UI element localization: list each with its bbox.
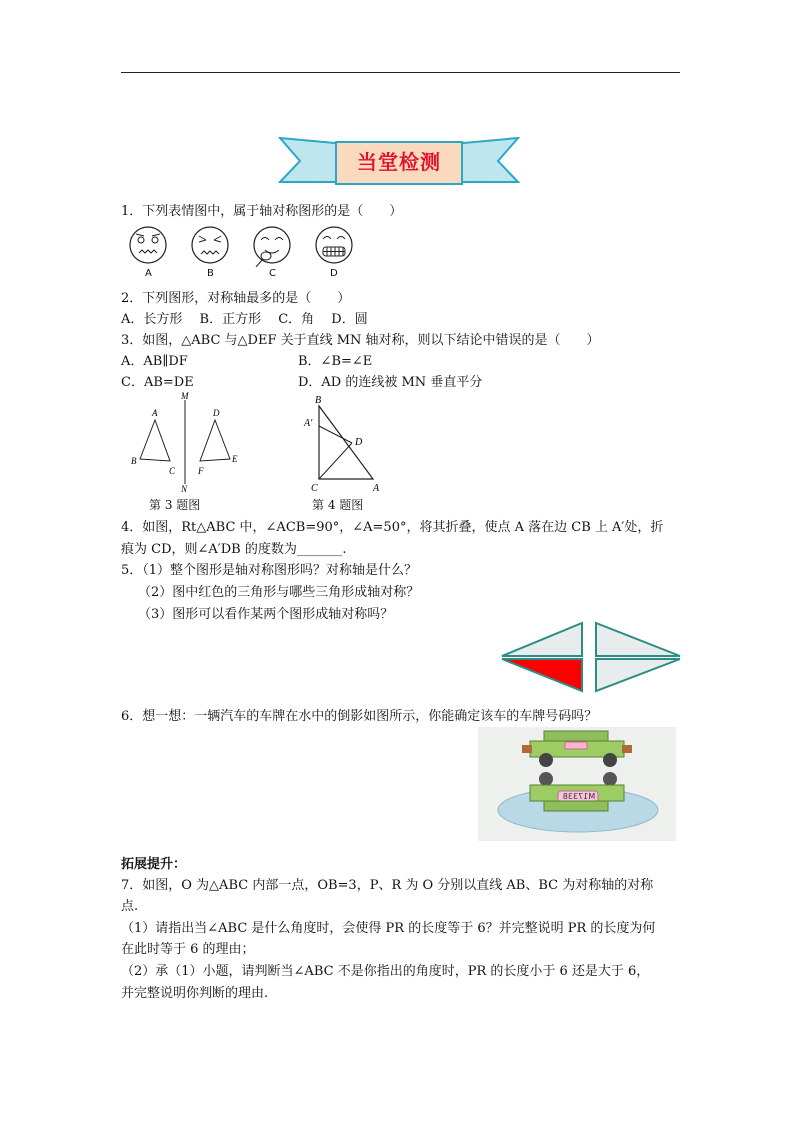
q5-line1: 5．（1）整个图形是轴对称图形吗？对称轴是什么？ xyxy=(121,563,418,578)
q7-part1-line2: 在此时等于 6 的理由； xyxy=(121,942,255,957)
q7-part1-line1: （1）请指出当∠ABC 是什么角度时，会使得 PR 的长度等于 6？并完整说明 PR 的长度为何 xyxy=(121,921,656,936)
q3-option-b: B．∠B=∠E xyxy=(298,354,373,369)
q1-faces xyxy=(126,225,366,267)
fig3-triangle-def xyxy=(200,420,230,461)
top-rule xyxy=(121,72,680,73)
fig3-label-d: D xyxy=(213,408,220,418)
face-d-icon xyxy=(316,227,352,263)
fig4-label-c: C xyxy=(311,483,318,494)
fig3-label-n: N xyxy=(181,484,188,492)
q5-triangle-top-left xyxy=(502,623,582,656)
fig3-diagram xyxy=(128,392,246,492)
q4-line2: 痕为 CD，则∠A′DB 的度数为_______. xyxy=(121,542,347,557)
fig3-label-a: A xyxy=(152,408,158,418)
fig4-triangle-abc xyxy=(319,406,373,479)
fig3-label-b: B xyxy=(131,456,137,466)
fig3-triangle-abc xyxy=(140,420,170,461)
fig3-label-m: M xyxy=(181,392,189,401)
q6-car-reflection-image xyxy=(478,727,676,841)
q4-line1: 4．如图，Rt△ABC 中，∠ACB=90°，∠A=50°，将其折叠，使点 A 落在边 CB 上 A′处，折 xyxy=(121,520,664,535)
fig3-label-c: C xyxy=(169,466,176,476)
q7-line1: 7．如图，O 为△ABC 内部一点，OB=3，P、R 为 O 分别以直线 AB、BC 为对称轴的对称 xyxy=(121,878,654,893)
fig4-caption: 第 4 题图 xyxy=(312,498,364,512)
face-a-icon xyxy=(130,227,166,263)
q6-text: 6．想一想：一辆汽车的车牌在水中的倒影如图所示，你能确定该车的车牌号码吗？ xyxy=(121,709,598,724)
face-b-icon xyxy=(192,227,228,263)
fig3-label-e: E xyxy=(232,454,238,464)
fig4-diagram xyxy=(300,392,390,498)
q2-options: A．长方形 B．正方形 C．角 D．圆 xyxy=(121,312,368,327)
face-label-a: A xyxy=(145,268,152,279)
q3-text: 3．如图，△ABC 与△DEF 关于直线 MN 轴对称，则以下结论中错误的是（ ） xyxy=(121,333,600,348)
extension-heading: 拓展提升： xyxy=(121,857,187,872)
q5-red-triangle xyxy=(502,659,582,691)
reflected-plate-text: M17338 xyxy=(562,792,596,801)
face-label-c: C xyxy=(269,268,276,279)
q5-figure xyxy=(498,619,684,695)
q5-triangle-top-right xyxy=(596,623,680,656)
face-label-d: D xyxy=(330,268,338,279)
q7-line2: 点. xyxy=(121,899,139,914)
q1-text: 1．下列表情图中，属于轴对称图形的是（ ） xyxy=(121,204,403,219)
fig4-label-a: A xyxy=(373,483,380,494)
fig3-caption: 第 3 题图 xyxy=(149,498,201,512)
q3-option-d: D．AD 的连线被 MN 垂直平分 xyxy=(298,375,483,390)
fig3-label-f: F xyxy=(198,466,204,476)
q5-triangle-bottom-right xyxy=(596,659,680,691)
q3-option-a: A．AB∥DF xyxy=(121,354,188,369)
q5-line3: （3）图形可以看作某两个图形成轴对称吗？ xyxy=(138,607,394,622)
banner-title: 当堂检测 xyxy=(357,150,441,174)
q7-part2-line2: 并完整说明你判断的理由. xyxy=(121,986,269,1001)
q7-part2-line1: （2）承（1）小题，请判断当∠ABC 不是你指出的角度时，PR 的长度小于 6 还是大于 6， xyxy=(121,964,650,979)
fig4-label-d: D xyxy=(355,437,363,448)
q5-line2: （2）图中红色的三角形与哪些三角形成轴对称？ xyxy=(138,585,420,600)
face-label-b: B xyxy=(207,268,214,279)
q2-text: 2．下列图形，对称轴最多的是（ ） xyxy=(121,291,351,306)
q3-option-c: C．AB=DE xyxy=(121,375,194,390)
face-c-icon xyxy=(254,227,290,267)
fig4-label-a-prime: A′ xyxy=(304,418,313,429)
fig4-crease-cd xyxy=(319,443,352,479)
fig4-label-b: B xyxy=(315,395,322,406)
